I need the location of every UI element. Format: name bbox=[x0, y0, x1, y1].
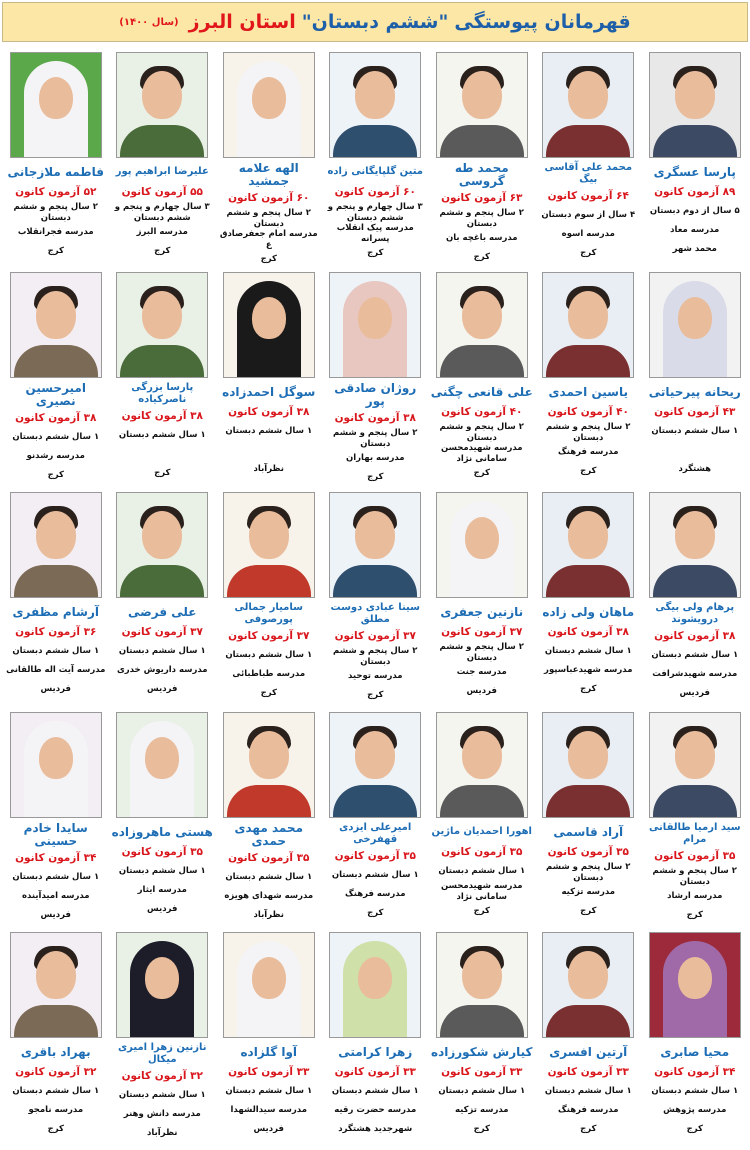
student-name: آرتین افسری bbox=[549, 1044, 628, 1059]
student-school: مدرسه داریوش خدری bbox=[116, 665, 208, 676]
student-card bbox=[535, 490, 642, 710]
student-school: مدرسه باغچه بان bbox=[445, 233, 518, 244]
student-city: فردیس bbox=[147, 904, 178, 915]
student-city: کرج bbox=[260, 688, 277, 699]
student-score: ۵۲ آزمون کانون bbox=[15, 185, 97, 198]
student-score: ۳۵ آزمون کانون bbox=[441, 845, 523, 858]
student-name: اهورا احمدیان ماژین bbox=[431, 826, 532, 837]
student-years: ۱ سال ششم دبستان bbox=[12, 646, 100, 657]
student-city: کرج bbox=[47, 470, 64, 481]
student-name: ریحانه پیرحیاتی bbox=[648, 384, 741, 399]
student-card bbox=[642, 50, 749, 270]
student-school: مدرسه طباطبائی bbox=[232, 669, 306, 680]
student-photo bbox=[10, 52, 102, 158]
student-photo bbox=[116, 712, 208, 818]
student-photo bbox=[10, 932, 102, 1038]
student-years: ۱ سال ششم دبستان bbox=[118, 866, 206, 877]
student-photo bbox=[223, 712, 315, 818]
student-photo bbox=[223, 272, 315, 378]
student-school: مدرسه ایثار bbox=[137, 885, 187, 896]
student-photo bbox=[436, 932, 528, 1038]
student-score: ۳۷ آزمون کانون bbox=[441, 625, 523, 638]
student-name: سایدا خادم حسینی bbox=[23, 821, 88, 848]
student-city: کرج bbox=[473, 906, 490, 917]
student-years: ۱ سال ششم دبستان bbox=[651, 1086, 739, 1097]
student-name: پارسا بزرگی ناصرکیاده bbox=[131, 382, 194, 405]
student-photo bbox=[542, 712, 634, 818]
student-card bbox=[429, 710, 536, 930]
student-card bbox=[535, 270, 642, 490]
student-score: ۳۵ آزمون کانون bbox=[228, 851, 310, 864]
student-photo bbox=[329, 272, 421, 378]
student-city: فردیس bbox=[40, 684, 71, 695]
student-city: فردیس bbox=[466, 686, 497, 697]
student-score: ۳۸ آزمون کانون bbox=[15, 411, 97, 424]
student-score: ۴۰ آزمون کانون bbox=[547, 405, 629, 418]
student-years: ۱ سال ششم دبستان bbox=[544, 1086, 632, 1097]
student-score: ۴۰ آزمون کانون bbox=[441, 405, 523, 418]
student-city: شهرجدید هشتگرد bbox=[338, 1124, 413, 1135]
student-card bbox=[109, 930, 216, 1150]
student-school: مدرسه تزکیه bbox=[454, 1105, 509, 1116]
student-years: ۱ سال ششم دبستان bbox=[225, 1086, 313, 1097]
student-school: مدرسه نامجو bbox=[28, 1105, 84, 1116]
student-name: هستی ماهروزاده bbox=[111, 824, 213, 839]
student-card bbox=[642, 930, 749, 1150]
student-score: ۳۸ آزمون کانون bbox=[334, 411, 416, 424]
student-years: ۱ سال ششم دبستان bbox=[12, 1086, 100, 1097]
students-grid bbox=[2, 50, 748, 1150]
student-card bbox=[216, 50, 323, 270]
student-school: مدرسه شهدای هویزه bbox=[224, 891, 314, 902]
student-score: ۶۳ آزمون کانون bbox=[441, 191, 523, 204]
student-school: مدرسه فرهنگ bbox=[558, 1105, 619, 1116]
student-score: ۴۳ آزمون کانون bbox=[654, 405, 736, 418]
student-photo bbox=[649, 492, 741, 598]
student-city: کرج bbox=[367, 472, 384, 483]
student-name: بهراد باقری bbox=[20, 1044, 91, 1059]
student-photo bbox=[116, 932, 208, 1038]
student-name: الهه علامه جمشید bbox=[238, 161, 299, 188]
student-name: پارسا عسگری bbox=[653, 164, 736, 179]
student-card bbox=[322, 50, 429, 270]
student-score: ۳۶ آزمون کانون bbox=[15, 625, 97, 638]
student-score: ۵۵ آزمون کانون bbox=[121, 185, 203, 198]
student-photo bbox=[649, 52, 741, 158]
student-years: ۱ سال ششم دبستان bbox=[118, 430, 206, 441]
student-name: محمد طه گروسی bbox=[454, 161, 509, 188]
student-years: ۱ سال ششم دبستان bbox=[651, 650, 739, 661]
student-years: ۳ سال چهارم و پنجم و ششم دبستان bbox=[114, 202, 210, 223]
student-score: ۳۳ آزمون کانون bbox=[441, 1065, 523, 1078]
header-title-part1: قهرمانان پیوستگی bbox=[454, 11, 631, 33]
student-photo bbox=[223, 492, 315, 598]
student-years: ۴ سال از سوم دبستان bbox=[541, 210, 636, 221]
student-photo bbox=[10, 272, 102, 378]
student-score: ۳۸ آزمون کانون bbox=[228, 405, 310, 418]
student-name: آرشام مظفری bbox=[12, 604, 100, 619]
student-school: مدرسه آیت اله طالقانی bbox=[6, 665, 106, 676]
student-years: ۱ سال ششم دبستان bbox=[331, 870, 419, 881]
student-school: مدرسه حضرت رقیه bbox=[334, 1105, 417, 1116]
student-school: مدرسه ارشاد bbox=[667, 891, 723, 902]
student-city: نظرآباد bbox=[253, 464, 284, 475]
student-photo bbox=[436, 52, 528, 158]
student-name: روژان صادقی پور bbox=[334, 381, 417, 408]
student-years: ۱ سال ششم دبستان bbox=[331, 1086, 419, 1097]
student-city: کرج bbox=[367, 248, 384, 259]
student-years: ۱ سال ششم دبستان bbox=[438, 866, 526, 877]
student-score: ۳۷ آزمون کانون bbox=[121, 625, 203, 638]
student-name: یاسین احمدی bbox=[548, 384, 628, 399]
student-school bbox=[218, 441, 321, 460]
student-school: مدرسه فرهنگ bbox=[558, 447, 619, 458]
student-city: نظرآباد bbox=[253, 910, 284, 921]
student-school: مدرسه فرهنگ bbox=[345, 889, 406, 900]
student-school: مدرسه شهیدمحسن سامانی نژاد bbox=[440, 881, 523, 902]
student-city: کرج bbox=[473, 252, 490, 263]
header-title-part2: "ششم دبستان" bbox=[301, 11, 449, 33]
student-years: ۱ سال ششم دبستان bbox=[651, 426, 739, 437]
poster-header bbox=[2, 2, 748, 42]
student-years: ۲ سال پنجم و ششم دبستان bbox=[13, 202, 98, 223]
student-city: فردیس bbox=[40, 910, 71, 921]
student-score: ۶۴ آزمون کانون bbox=[547, 189, 629, 202]
student-city: کرج bbox=[47, 246, 64, 257]
student-school: مدرسه دانش وهنر bbox=[123, 1109, 201, 1120]
student-city: کرج bbox=[367, 908, 384, 919]
student-school: مدرسه شهیدعباسپور bbox=[544, 665, 633, 676]
student-school: مدرسه پژوهش bbox=[663, 1105, 727, 1116]
student-school: مدرسه شهیدشرافت bbox=[652, 669, 738, 680]
header-province: استان البرز bbox=[188, 11, 296, 33]
student-score: ۸۹ آزمون کانون bbox=[654, 185, 736, 198]
student-name: آوا گلزاده bbox=[240, 1044, 298, 1059]
student-photo bbox=[436, 712, 528, 818]
student-card bbox=[109, 490, 216, 710]
student-years: ۳ سال چهارم و پنجم و ششم دبستان bbox=[327, 202, 423, 223]
student-card bbox=[429, 490, 536, 710]
student-name: نازنین زهرا امیری میکال bbox=[118, 1042, 207, 1065]
student-years: ۱ سال ششم دبستان bbox=[225, 426, 313, 437]
student-score: ۳۵ آزمون کانون bbox=[121, 845, 203, 858]
student-card bbox=[642, 710, 749, 930]
student-card bbox=[109, 50, 216, 270]
student-score: ۳۳ آزمون کانون bbox=[334, 1065, 416, 1078]
student-photo bbox=[116, 272, 208, 378]
student-card bbox=[322, 710, 429, 930]
student-years: ۱ سال ششم دبستان bbox=[118, 1090, 206, 1101]
student-name: محمد علی آقاسی بیگ bbox=[544, 162, 633, 185]
student-score: ۳۳ آزمون کانون bbox=[228, 1065, 310, 1078]
student-city: فردیس bbox=[253, 1124, 284, 1135]
student-name: متین گلپایگانی زاده bbox=[327, 166, 423, 177]
student-card bbox=[216, 930, 323, 1150]
student-score: ۶۰ آزمون کانون bbox=[334, 185, 416, 198]
student-score: ۳۲ آزمون کانون bbox=[15, 1065, 97, 1078]
student-city: کرج bbox=[154, 468, 171, 479]
student-name: محمد مهدی حمدی bbox=[234, 821, 303, 848]
student-photo bbox=[10, 712, 102, 818]
student-photo bbox=[649, 272, 741, 378]
student-city: کرج bbox=[260, 254, 277, 265]
student-photo bbox=[649, 932, 741, 1038]
student-photo bbox=[542, 932, 634, 1038]
student-city: کرج bbox=[580, 248, 597, 259]
student-score: ۳۸ آزمون کانون bbox=[121, 409, 203, 422]
student-city: کرج bbox=[580, 906, 597, 917]
student-name: امیرعلی ایزدی قهفرخی bbox=[339, 822, 412, 845]
student-photo bbox=[116, 52, 208, 158]
student-name: محیا صابری bbox=[660, 1044, 730, 1059]
student-city: کرج bbox=[473, 1124, 490, 1135]
student-card bbox=[535, 710, 642, 930]
student-name: فاطمه ملازجانی bbox=[7, 164, 104, 179]
student-score: ۳۸ آزمون کانون bbox=[547, 625, 629, 638]
student-years: ۲ سال پنجم و ششم دبستان bbox=[439, 642, 524, 663]
student-city: فردیس bbox=[147, 684, 178, 695]
student-city: کرج bbox=[154, 246, 171, 257]
student-school: مدرسه پیک انقلاب پسرانه bbox=[336, 223, 414, 244]
student-photo bbox=[436, 272, 528, 378]
student-card bbox=[322, 270, 429, 490]
student-name: سینا عبادی دوست مطلق bbox=[330, 602, 420, 625]
student-card bbox=[216, 710, 323, 930]
student-school: مدرسه تزکیه bbox=[561, 887, 616, 898]
student-photo bbox=[436, 492, 528, 598]
student-name: سید ارمیا طالقانی مرام bbox=[648, 822, 741, 845]
student-card bbox=[3, 490, 110, 710]
student-years: ۱ سال ششم دبستان bbox=[544, 646, 632, 657]
student-card bbox=[3, 270, 110, 490]
student-years: ۲ سال پنجم و ششم دبستان bbox=[546, 862, 631, 883]
student-card bbox=[535, 50, 642, 270]
student-years: ۲ سال پنجم و ششم دبستان bbox=[226, 208, 311, 229]
student-name: کیارش شکورزاده bbox=[431, 1044, 533, 1059]
student-years: ۲ سال پنجم و ششم دبستان bbox=[333, 646, 418, 667]
student-score: ۳۳ آزمون کانون bbox=[547, 1065, 629, 1078]
student-years: ۵ سال از دوم دبستان bbox=[649, 206, 740, 217]
student-years: ۱ سال ششم دبستان bbox=[438, 1086, 526, 1097]
student-photo bbox=[223, 932, 315, 1038]
student-years: ۲ سال پنجم و ششم دبستان bbox=[652, 866, 737, 887]
student-school: مدرسه توحید bbox=[347, 671, 403, 682]
student-score: ۳۲ آزمون کانون bbox=[121, 1069, 203, 1082]
student-city: هشتگرد bbox=[678, 464, 712, 475]
student-school: مدرسه رشدنو bbox=[26, 451, 85, 462]
student-photo bbox=[542, 272, 634, 378]
student-score: ۶۰ آزمون کانون bbox=[228, 191, 310, 204]
student-photo bbox=[542, 52, 634, 158]
student-card bbox=[216, 490, 323, 710]
student-years: ۱ سال ششم دبستان bbox=[12, 432, 100, 443]
student-city: کرج bbox=[47, 1124, 64, 1135]
student-years: ۲ سال پنجم و ششم دبستان bbox=[439, 208, 524, 229]
student-school: مدرسه فجرانقلاب bbox=[17, 227, 94, 238]
student-score: ۳۵ آزمون کانون bbox=[654, 849, 736, 862]
student-card bbox=[109, 710, 216, 930]
student-photo bbox=[329, 492, 421, 598]
student-photo bbox=[10, 492, 102, 598]
student-name: زهرا کرامتی bbox=[338, 1044, 413, 1059]
student-card bbox=[322, 490, 429, 710]
student-name: امیرحسین نصیری bbox=[25, 381, 86, 408]
student-score: ۳۷ آزمون کانون bbox=[228, 629, 310, 642]
student-years: ۱ سال ششم دبستان bbox=[225, 872, 313, 883]
student-card bbox=[3, 930, 110, 1150]
student-city: کرج bbox=[367, 690, 384, 701]
student-photo bbox=[223, 52, 315, 158]
student-score: ۳۴ آزمون کانون bbox=[654, 1065, 736, 1078]
student-years: ۲ سال پنجم و ششم دبستان bbox=[439, 422, 524, 443]
student-score: ۳۵ آزمون کانون bbox=[334, 849, 416, 862]
student-city: کرج bbox=[473, 468, 490, 479]
student-years: ۱ سال ششم دبستان bbox=[12, 872, 100, 883]
student-school bbox=[111, 445, 214, 464]
student-name: آراد قاسمی bbox=[553, 824, 624, 839]
student-name: علی فرضی bbox=[128, 604, 197, 619]
student-card bbox=[429, 930, 536, 1150]
student-school: مدرسه امیدآینده bbox=[21, 891, 90, 902]
student-school: مدرسه معاد bbox=[670, 225, 720, 236]
student-card bbox=[535, 930, 642, 1150]
student-photo bbox=[116, 492, 208, 598]
student-name: علیرضا ابراهیم پور bbox=[115, 166, 209, 177]
student-school: مدرسه اسوه bbox=[561, 229, 615, 240]
student-city: نظرآباد bbox=[147, 1128, 178, 1139]
student-photo bbox=[542, 492, 634, 598]
header-year: (سال ۱۴۰۰) bbox=[119, 16, 179, 28]
student-school bbox=[644, 441, 747, 460]
student-photo bbox=[649, 712, 741, 818]
student-school: مدرسه البرز bbox=[136, 227, 188, 238]
student-school: مدرسه سیدالشهدا bbox=[230, 1105, 307, 1116]
student-name: سامیار جمالی پورصوفی bbox=[234, 602, 303, 625]
student-name: علی قانعی چگنی bbox=[430, 384, 533, 399]
student-city: فردیس bbox=[679, 688, 710, 699]
student-school: مدرسه شهیدمحسن سامانی نژاد bbox=[440, 443, 523, 464]
student-photo bbox=[329, 932, 421, 1038]
student-card bbox=[642, 490, 749, 710]
student-city: محمد شهر bbox=[672, 244, 717, 255]
student-card bbox=[642, 270, 749, 490]
student-score: ۳۷ آزمون کانون bbox=[334, 629, 416, 642]
student-years: ۲ سال پنجم و ششم دبستان bbox=[333, 428, 418, 449]
student-city: کرج bbox=[580, 1124, 597, 1135]
student-card bbox=[3, 710, 110, 930]
student-city: کرج bbox=[686, 1124, 703, 1135]
student-name: نازنین جعفری bbox=[440, 604, 524, 619]
student-school: مدرسه امام جعفرصادق ع bbox=[219, 229, 318, 250]
student-name: سوگل احمدزاده bbox=[222, 384, 316, 399]
student-name: پرهام ولی بیگی درویشوند bbox=[655, 602, 735, 625]
student-years: ۱ سال ششم دبستان bbox=[225, 650, 313, 661]
student-photo bbox=[329, 712, 421, 818]
student-card bbox=[109, 270, 216, 490]
student-school: مدرسه جنت bbox=[456, 667, 507, 678]
student-name: ماهان ولی زاده bbox=[542, 604, 635, 619]
student-photo bbox=[329, 52, 421, 158]
student-city: کرج bbox=[686, 910, 703, 921]
student-city: کرج bbox=[580, 684, 597, 695]
student-score: ۳۵ آزمون کانون bbox=[547, 845, 629, 858]
student-card bbox=[429, 270, 536, 490]
student-card bbox=[3, 50, 110, 270]
student-score: ۳۸ آزمون کانون bbox=[654, 629, 736, 642]
student-score: ۳۴ آزمون کانون bbox=[15, 851, 97, 864]
student-years: ۲ سال پنجم و ششم دبستان bbox=[546, 422, 631, 443]
student-city: کرج bbox=[580, 466, 597, 477]
student-years: ۱ سال ششم دبستان bbox=[118, 646, 206, 657]
student-school: مدرسه بهاران bbox=[345, 453, 405, 464]
student-card bbox=[216, 270, 323, 490]
student-card bbox=[322, 930, 429, 1150]
student-card bbox=[429, 50, 536, 270]
